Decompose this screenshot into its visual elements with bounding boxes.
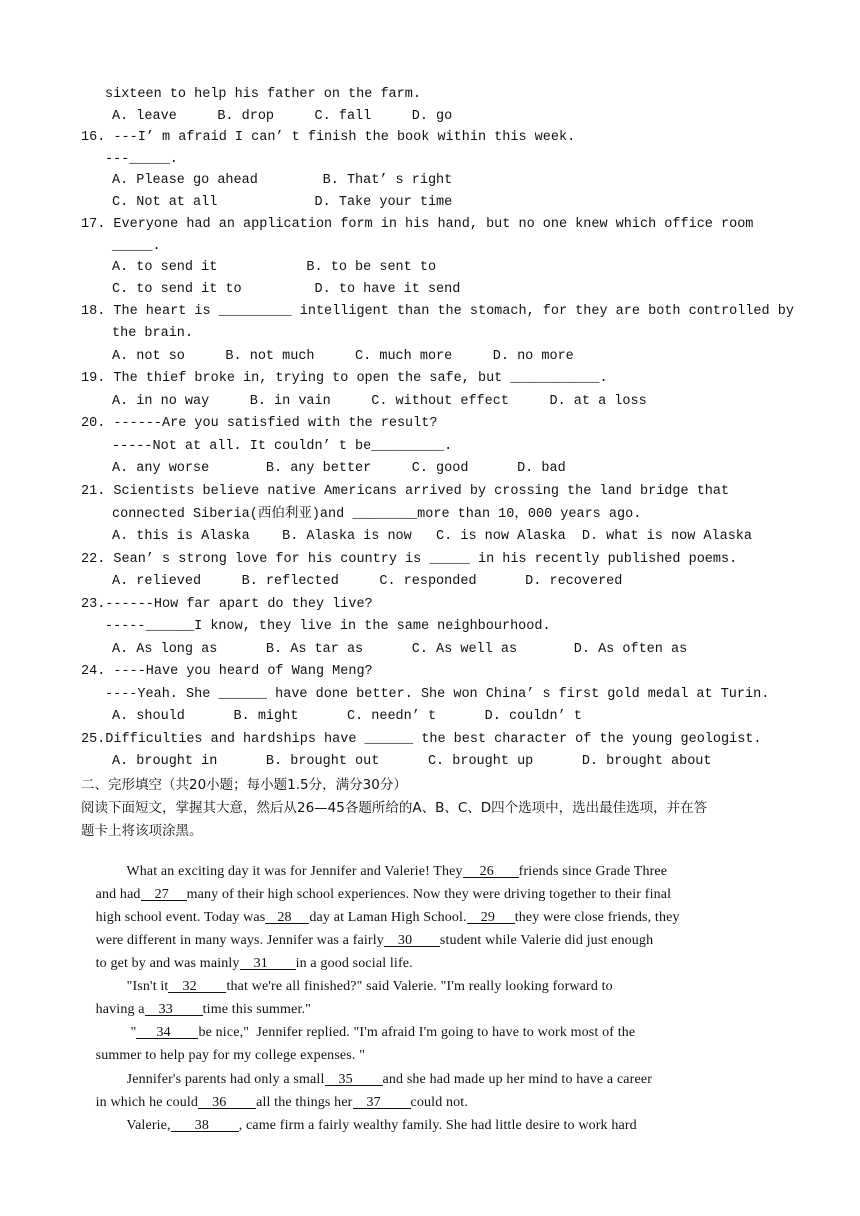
passage-text: day at Laman High School. bbox=[309, 910, 467, 925]
q15-options: A. leave B. drop C. fall D. go bbox=[112, 109, 453, 124]
q18-options: A. not so B. not much C. much more D. no more bbox=[112, 349, 574, 364]
passage-text: all the things her bbox=[256, 1095, 353, 1110]
q23-reply-pre: ----- bbox=[105, 619, 146, 634]
q24-options: A. should B. might C. needn’ t D. couldn’ t bbox=[112, 709, 582, 724]
blank-number: 36 bbox=[212, 1095, 227, 1110]
passage-text: they were close friends, they bbox=[514, 910, 680, 925]
passage-text: in a good social life. bbox=[295, 956, 413, 971]
blank-number: 29 bbox=[480, 910, 496, 925]
passage-text: be nice," Jennifer replied. "I'm afraid I'm going to have to work most of the bbox=[198, 1025, 636, 1040]
q21-blank: ________ bbox=[352, 507, 418, 522]
q24-stem: 24. ----Have you heard of Wang Meng? bbox=[81, 664, 373, 679]
q18-stem: 18. The heart is _________ intelligent than the stomach, for they are both controlled by bbox=[81, 304, 794, 319]
passage-text: " bbox=[130, 1025, 137, 1040]
passage-text: many of their high school experiences. Now they were driving together to their final bbox=[186, 887, 672, 902]
q16-stem: 16. ---I’ m afraid I can’ t finish the book within this week. bbox=[81, 130, 576, 145]
q22-stem: 22. Sean’ s strong love for his country is _____ in his recently published poems. bbox=[81, 552, 738, 567]
blank-number: 35 bbox=[338, 1072, 353, 1087]
section-instructions-2: 题卡上将该项涂黑。 bbox=[81, 823, 203, 839]
q23-stem: 23.------How far apart do they live? bbox=[81, 597, 373, 612]
q16-options-1: A. Please go ahead B. That’ s right bbox=[112, 173, 453, 188]
q21-cont-post: more than 10，000 years ago. bbox=[417, 507, 642, 522]
q17-stem: 17. Everyone had an application form in his hand, but no one knew which office room bbox=[81, 217, 754, 232]
blank-number: 37 bbox=[366, 1095, 381, 1110]
q21-options: A. this is Alaska B. Alaska is now C. is now Alaska D. what is now Alaska bbox=[112, 529, 753, 544]
blank-number: 31 bbox=[253, 956, 268, 971]
q23-options: A. As long as B. As tar as C. As well as D. As often as bbox=[112, 642, 688, 657]
q25-blank: ______ bbox=[364, 732, 414, 747]
q23-blank: ______ bbox=[145, 619, 195, 634]
blank-number: 34 bbox=[156, 1025, 171, 1040]
passage-text: What an exciting day it was for Jennifer and Valerie! They bbox=[126, 864, 463, 879]
q25-stem-post: the best character of the young geologist. bbox=[413, 732, 762, 747]
passage-text: were different in many ways. Jennifer was a fairly bbox=[95, 933, 384, 948]
q23-reply bbox=[105, 618, 551, 636]
q16-reply: ---_____. bbox=[105, 152, 178, 167]
q23-reply-post: I know, they live in the same neighbourhood. bbox=[194, 619, 551, 634]
q17-options-2: C. to send it to D. to have it send bbox=[112, 282, 461, 297]
blank-number: 26 bbox=[479, 864, 494, 879]
passage-text: Valerie, bbox=[126, 1118, 171, 1133]
blank-number: 30 bbox=[397, 933, 413, 948]
q17-continuation: _____. bbox=[112, 239, 161, 254]
passage-text: , came firm a fairly wealthy family. She had little desire to work hard bbox=[238, 1118, 637, 1133]
q20-reply: -----Not at all. It couldn’ t be_________. bbox=[112, 439, 453, 454]
passage-text: student while Valerie did just enough bbox=[439, 933, 654, 948]
passage-text: "Isn't it bbox=[126, 979, 169, 994]
blank-number: 38 bbox=[194, 1118, 210, 1133]
cloze-blank bbox=[171, 1117, 239, 1132]
blank-number: 28 bbox=[277, 910, 292, 925]
q19-stem: 19. The thief broke in, trying to open the safe, but ___________. bbox=[81, 371, 608, 386]
passage-text: could not. bbox=[410, 1095, 468, 1110]
q20-stem: 20. ------Are you satisfied with the result? bbox=[81, 416, 438, 431]
q24-reply: ----Yeah. She ______ have done better. She won China’ s first gold medal at Turin. bbox=[105, 687, 770, 702]
q25-options: A. brought in B. brought out C. brought up D. brought about bbox=[112, 754, 712, 769]
passage-text: in which he could bbox=[95, 1095, 199, 1110]
blank-number: 33 bbox=[158, 1002, 173, 1017]
passage-text: that we're all finished?" said Valerie. "I'm really looking forward to bbox=[226, 979, 613, 994]
q21-cont-pre: connected Siberia(西伯利亚)and bbox=[112, 507, 353, 522]
passage-text: Jennifer's parents had only a small bbox=[126, 1072, 325, 1087]
q16-options-2: C. Not at all D. Take your time bbox=[112, 195, 453, 210]
q25-stem-pre: 25.Difficulties and hardships have bbox=[81, 732, 365, 747]
passage-text: high school event. Today was bbox=[95, 910, 266, 925]
q22-options: A. relieved B. reflected C. responded D. recovered bbox=[112, 574, 623, 589]
blank-number: 27 bbox=[154, 887, 169, 902]
passage-text: time this summer." bbox=[202, 1002, 311, 1017]
q18-continuation: the brain. bbox=[112, 326, 194, 341]
passage-text: and had bbox=[95, 887, 141, 902]
section-heading: 二、完形填空（共20小题；每小题1.5分，满分30分） bbox=[81, 777, 407, 793]
blank-number: 32 bbox=[182, 979, 197, 994]
q15-continuation: sixteen to help his father on the farm. bbox=[105, 87, 421, 102]
q17-options-1: A. to send it B. to be sent to bbox=[112, 260, 437, 275]
q19-options: A. in no way B. in vain C. without effect D. at a loss bbox=[112, 394, 647, 409]
q20-options: A. any worse B. any better C. good D. bad bbox=[112, 461, 566, 476]
q25-stem bbox=[81, 731, 762, 749]
passage-text: having a bbox=[95, 1002, 145, 1017]
passage-text: and she had made up her mind to have a career bbox=[382, 1072, 653, 1087]
passage-text: summer to help pay for my college expenses. " bbox=[95, 1048, 366, 1063]
section-instructions-1: 阅读下面短文，掌握其大意，然后从26—45各题所给的A、B、C、D四个选项中，选出最佳选项，并在答 bbox=[81, 800, 708, 816]
passage-text: to get by and was mainly bbox=[95, 956, 240, 971]
q21-stem: 21. Scientists believe native Americans arrived by crossing the land bridge that bbox=[81, 484, 730, 499]
passage-text: friends since Grade Three bbox=[518, 864, 668, 879]
passage-line bbox=[112, 1099, 637, 1153]
q21-continuation bbox=[112, 506, 641, 524]
